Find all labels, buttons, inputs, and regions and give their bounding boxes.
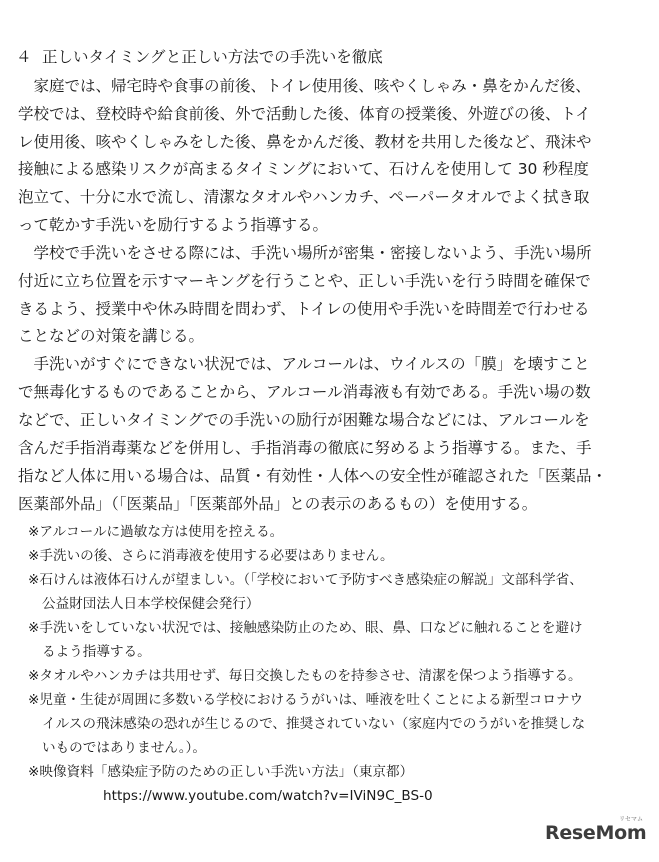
video-url-link[interactable]: https://www.youtube.com/watch?v=IViN9C_BS-0 <box>103 788 433 804</box>
paragraph-line: 学校で手洗いをさせる際には、手洗い場所が密集・密接しないよう、手洗い場所 <box>18 244 592 262</box>
paragraph-line: 含んだ手指消毒薬などを併用し、手指消毒の徹底に努めるよう指導する。また、手 <box>18 439 592 457</box>
paragraph-line: ことなどの対策を講じる。 <box>18 327 205 345</box>
paragraph-line: 学校では、登校時や給食前後、外で活動した後、体育の授業後、外遊びの後、トイ <box>18 105 591 123</box>
paragraph-line: 接触による感染リスクが高まるタイミングにおいて、石けんを使用して 30 秒程度 <box>18 160 589 178</box>
note-item: ※児童・生徒が周囲に多数いる学校におけるうがいは、唾液を吐くことによる新型コロナウ <box>28 692 584 708</box>
section-heading <box>16 47 383 67</box>
section-title: 正しいタイミングと正しい方法での手洗いを徹底 <box>42 48 383 66</box>
section-number: ４ <box>16 48 32 66</box>
note-item: ※手洗いをしていない状況では、接触感染防止のため、眼、鼻、口などに触れることを避け <box>28 620 583 636</box>
paragraph-line: 医薬部外品」（「医薬品」「医薬部外品」との表示のあるもの）を使用する。 <box>18 495 538 513</box>
paragraph-line: レ使用後、咳やくしゃみをした後、鼻をかんだ後、教材を共用した後など、飛沫や <box>18 133 592 151</box>
paragraph-line: 家庭では、帰宅時や食事の前後、トイレ使用後、咳やくしゃみ・鼻をかんだ後、 <box>18 77 591 95</box>
note-item-continuation: 公益財団法人日本学校保健会発行） <box>42 596 260 612</box>
note-item: ※タオルやハンカチは共用せず、毎日交換したものを持参させ、清潔を保つよう指導する。 <box>28 668 582 684</box>
paragraph-line: 手洗いがすぐにできない状況では、アルコールは、ウイルスの「膜」を壊すこと <box>18 355 590 373</box>
note-item: ※映像資料「感染症予防のための正しい手洗い方法」（東京都） <box>28 764 414 780</box>
paragraph-line: って乾かす手洗いを励行するよう指導する。 <box>18 216 329 234</box>
paragraph-line: 泡立て、十分に水で流し、清潔なタオルやハンカチ、ペーパータオルでよく拭き取 <box>18 188 590 206</box>
note-item-continuation: いものではありません。）。 <box>42 740 206 756</box>
note-item-continuation: イルスの飛沫感染の恐れが生じるので、推奨されていない（家庭内でのうがいを推奨しな <box>42 716 586 732</box>
paragraph-line: 指など人体に用いる場合は、品質・有効性・人体への安全性が確認された「医薬品・ <box>18 467 608 485</box>
paragraph-line: で無毒化するものであることから、アルコール消毒液も有効である。手洗い場の数 <box>18 383 591 401</box>
note-item: ※石けんは液体石けんが望ましい。（「学校において予防すべき感染症の解説」文部科学省、 <box>28 572 583 588</box>
paragraph-line: などで、正しいタイミングでの手洗いの励行が困難な場合などには、アルコールを <box>18 411 590 429</box>
paragraph-line: 付近に立ち位置を示すマーキングを行うことや、正しい手洗いを行う時間を確保で <box>18 272 591 290</box>
paragraph-line: きるよう、授業中や休み時間を問わず、トイレの使用や手洗いを時間差で行わせる <box>18 300 590 318</box>
note-item-continuation: るよう指導する。 <box>42 644 151 660</box>
note-item: ※手洗いの後、さらに消毒液を使用する必要はありません。 <box>28 548 394 564</box>
watermark-sub: リセマム <box>619 816 643 823</box>
resemom-logo: ReseMom <box>545 822 647 844</box>
note-item: ※アルコールに過敏な方は使用を控える。 <box>28 524 284 540</box>
